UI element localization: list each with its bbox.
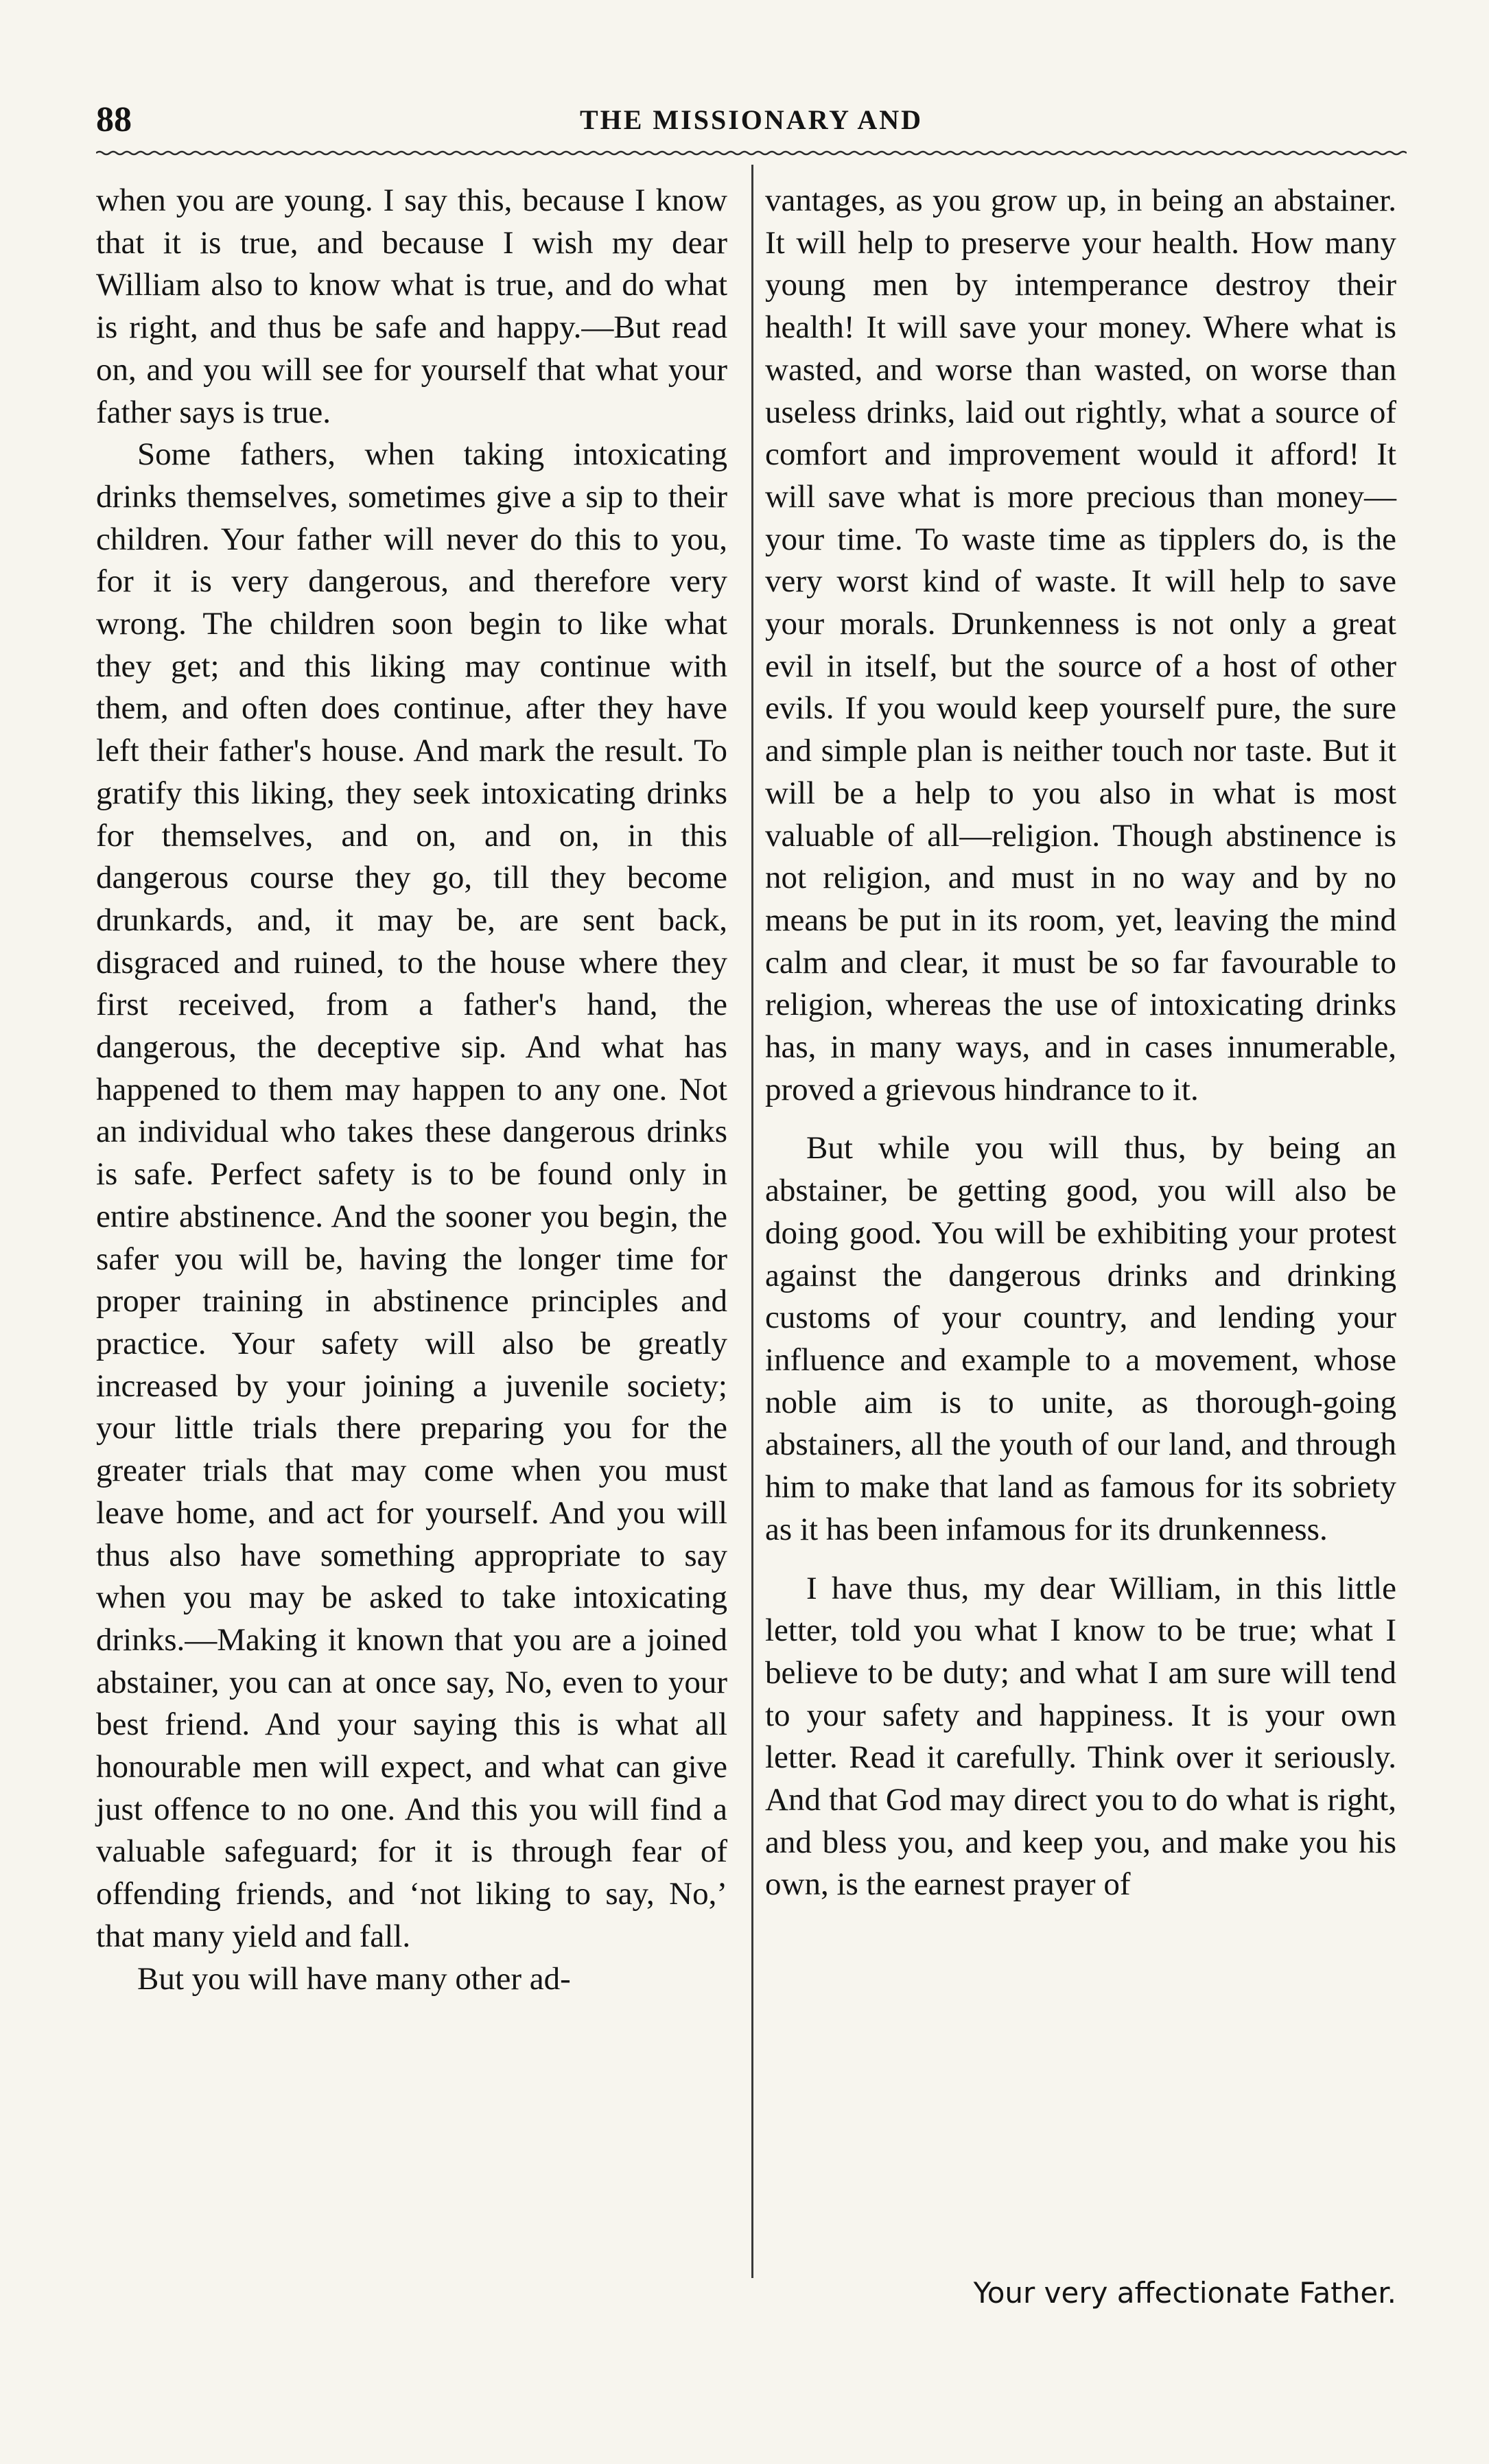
left-paragraph-2: Some fathers, when taking intoxicating drinks themselves, sometimes give a sip to their children. Your father will never do this to you, for it is very dangerous, and therefore very wrong. The children soon begin to like what they get; and this liking may continue with them, and often does continue, after they have left their father's house. And mark the result. To gratify this liking, they seek intoxicating drinks for themselves, and on, and on, in this dangerous course they go, till they become drunkards, and, it may be, are sent back, disgraced and ruined, to the house where they first received, from a father's hand, the dangerous, the deceptive sip. And what has happened to them may happen to any one. Not an individual who takes these dangerous drinks is safe. Perfect safety is to be found only in entire abstinence. And the sooner you begin, the safer you will be, having the longer time for proper training in abstinence principles and practice. Your safety will also be greatly increased by your joining a juvenile society; your little trials there preparing you for the greater trials that may come when you must leave home, and act for yourself. And you will thus also have something appropriate to say when you may be asked to take intoxicating drinks.—Making it known that you are a joined abstainer, you can at once say, No, even to your best friend. And your saying this is what all honourable men will expect, and what can give just offence to no one. And this you will find a valuable safeguard; for it is through fear of offending friends, and ‘not liking to say, No,’ that many yield and fall. [96, 436, 727, 1954]
right-paragraph-2: But while you will thus, by being an abstainer, be getting good, you will also be doing good. You will be exhibiting your protest against the dangerous drinks and drinking customs of your country, and lending your influence and example to a movement, whose noble aim is to unite, as thorough-going abstainers, all the youth of our land, and through him to make that land as famous for its sobriety as it has been infamous for its drunkenness. [765, 1130, 1396, 1547]
left-column [96, 180, 727, 2000]
left-paragraph-3: But you will have many other ad- [137, 1960, 571, 1997]
header-wavy-rule [96, 150, 1407, 156]
letter-signature: Your very affectionate Father. [973, 2276, 1396, 2310]
right-paragraph-3: I have thus, my dear William, in this little letter, told you what I know to be true; what I believe to be duty; and what I am sure will tend to your safety and happiness. It is your own letter. Read it carefully. Think over it seriously. And that God may direct you to do what is right, and bless you, and keep you, and make you his own, is the earnest prayer of [765, 1570, 1396, 1903]
left-paragraph-1: when you are young. I say this, because I know that it is true, and because I wish my dear William also to know what is true, and do what is right, and thus be safe and happy.—But read on, and you will see for yourself that what your father says is true. [96, 183, 727, 430]
right-column [765, 180, 1396, 1906]
running-title: THE MISSIONARY AND [579, 104, 924, 135]
right-paragraph-1: vantages, as you grow up, in being an abstainer. It will help to preserve your health. How many young men by intemperance destroy their health! It will save your money. Where what is wasted, and worse than wasted, on worse than useless drinks, laid out rightly, what a source of comfort and improvement would it afford! It will save what is more precious than money—your time. To waste time as tipplers do, is the very worst kind of waste. It will help to save your morals. Drunkenness is not only a great evil in itself, but the source of a host of other evils. If you would keep yourself pure, the sure and simple plan is neither touch nor taste. But it will be a help to you also in what is most valuable of all—religion. Though abstinence is not religion, and must in no way and by no means be put in its room, yet, leaving the mind calm and clear, it must be so far favourable to religion, whereas the use of intoxicating drinks has, in many ways, and in cases innumerable, proved a grievous hindrance to it. [765, 183, 1396, 1107]
page-header [96, 96, 1407, 144]
page-number: 88 [96, 100, 132, 139]
column-divider [751, 165, 753, 2278]
